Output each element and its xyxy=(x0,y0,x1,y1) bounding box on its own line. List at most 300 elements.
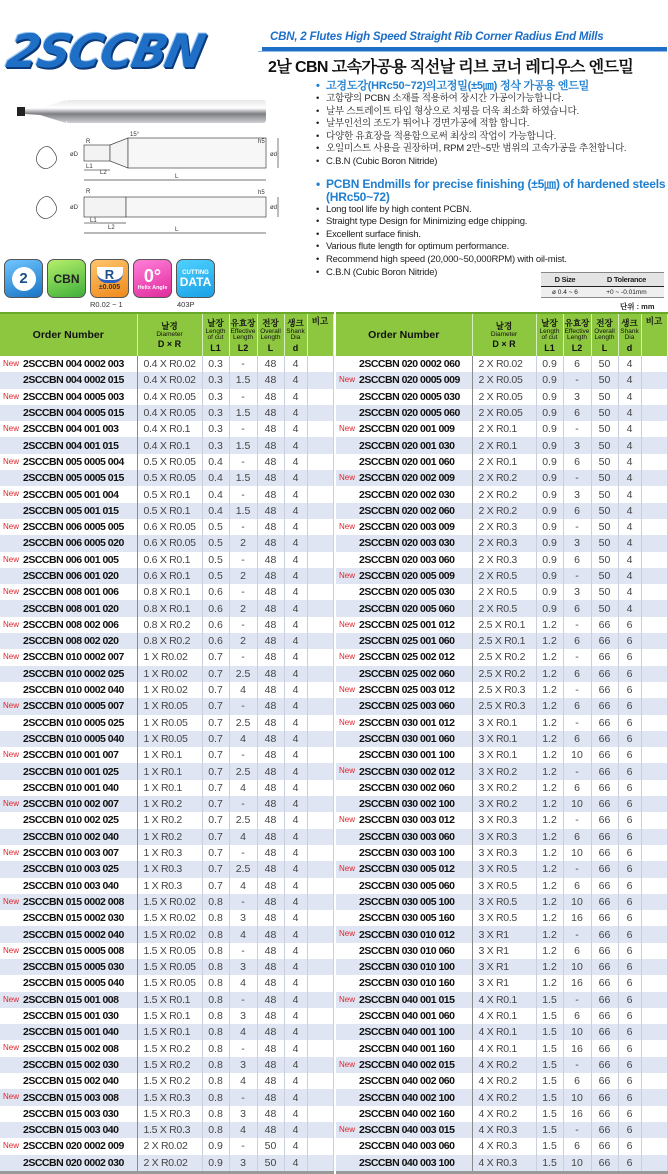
order-number: 2SCCBN 025 003 012 xyxy=(359,684,455,697)
table-row xyxy=(336,552,667,568)
table-row xyxy=(336,1138,667,1154)
order-number: 2SCCBN 020 0005 030 xyxy=(359,390,460,403)
effective-length-cell: - xyxy=(563,812,591,828)
feature-title-en: • PCBN Endmills for precise finishing (±5㎛) of hardened steels (HRc50~72) xyxy=(316,178,666,204)
table-row xyxy=(0,731,333,747)
shank-dia-cell: 4 xyxy=(284,584,307,600)
diameter-cell: 4 X R0.2 xyxy=(472,1057,536,1073)
table-row xyxy=(0,535,333,551)
shank-dia-cell: 4 xyxy=(284,421,307,437)
diameter-cell: 1.5 X R0.3 xyxy=(137,1122,202,1138)
table-row xyxy=(0,959,333,975)
effective-length-cell: 3 xyxy=(229,1008,257,1024)
order-number-cell xyxy=(0,698,137,714)
length-of-cut-cell: 0.7 xyxy=(202,715,229,731)
order-number-cell xyxy=(0,519,137,535)
table-row xyxy=(336,829,667,845)
order-number: 2SCCBN 030 002 100 xyxy=(359,798,455,811)
order-number: 2SCCBN 010 002 007 xyxy=(23,798,119,811)
order-number-cell xyxy=(336,992,472,1008)
order-number: 2SCCBN 040 002 060 xyxy=(359,1075,455,1088)
shank-dia-cell: 4 xyxy=(284,389,307,405)
order-number: 2SCCBN 030 003 060 xyxy=(359,830,455,843)
table-row xyxy=(336,926,667,942)
table-row xyxy=(0,1089,333,1105)
order-number-cell xyxy=(0,1040,137,1056)
table-row xyxy=(336,1089,667,1105)
effective-length-cell: 6 xyxy=(563,731,591,747)
shank-dia-cell: 4 xyxy=(284,470,307,486)
length-of-cut-cell: 0.8 xyxy=(202,975,229,991)
overall-length-cell: 48 xyxy=(257,389,284,405)
order-number-cell xyxy=(0,421,137,437)
order-number-cell xyxy=(336,617,472,633)
length-of-cut-cell: 0.9 xyxy=(536,519,563,535)
order-number: 2SCCBN 015 001 030 xyxy=(23,1010,119,1023)
diameter-cell: 4 X R0.3 xyxy=(472,1138,536,1154)
radius-badge xyxy=(90,259,129,298)
new-badge: New xyxy=(3,701,20,711)
order-number: 2SCCBN 040 001 100 xyxy=(359,1026,455,1039)
note-cell xyxy=(641,829,667,845)
note-cell xyxy=(307,535,333,551)
length-of-cut-cell: 0.9 xyxy=(536,437,563,453)
order-number-cell xyxy=(0,486,137,502)
length-of-cut-cell: 0.8 xyxy=(202,1106,229,1122)
shank-dia-cell: 6 xyxy=(618,1008,641,1024)
data-label: DATA xyxy=(179,274,212,289)
shank-dia-cell: 6 xyxy=(618,763,641,779)
label-l-2: L xyxy=(175,227,179,233)
diameter-cell: 0.6 X R0.05 xyxy=(137,535,202,551)
effective-length-cell: 2 xyxy=(229,535,257,551)
table-row xyxy=(336,894,667,910)
effective-length-cell: 2.5 xyxy=(229,666,257,682)
effective-length-cell: - xyxy=(229,796,257,812)
cutting-data-page: 403P xyxy=(177,300,195,309)
order-number-cell xyxy=(336,372,472,388)
order-number: 2SCCBN 010 003 025 xyxy=(23,863,119,876)
shank-dia-cell: 4 xyxy=(284,649,307,665)
order-number-cell xyxy=(0,829,137,845)
shank-dia-cell: 4 xyxy=(284,454,307,470)
overall-length-cell: 48 xyxy=(257,959,284,975)
diameter-cell: 2 X R0.1 xyxy=(472,437,536,453)
length-of-cut-cell: 0.9 xyxy=(536,584,563,600)
col-order-number: Order Number xyxy=(336,313,472,356)
table-row xyxy=(0,1155,333,1173)
length-of-cut-cell: 0.7 xyxy=(202,829,229,845)
order-number: 2SCCBN 040 002 100 xyxy=(359,1091,455,1104)
note-cell xyxy=(641,486,667,502)
effective-length-cell: 3 xyxy=(563,389,591,405)
length-of-cut-cell: 1.2 xyxy=(536,943,563,959)
effective-length-cell: 3 xyxy=(229,1155,257,1173)
effective-length-cell: 6 xyxy=(563,666,591,682)
overall-length-cell: 66 xyxy=(591,1008,618,1024)
effective-length-cell: 2 xyxy=(229,600,257,616)
note-cell xyxy=(641,568,667,584)
length-of-cut-cell: 1.2 xyxy=(536,682,563,698)
order-number: 2SCCBN 020 002 060 xyxy=(359,504,455,517)
effective-length-cell: - xyxy=(229,649,257,665)
shank-dia-cell: 6 xyxy=(618,780,641,796)
feature-title-kr: • 고경도강(HRc50~72)의고정밀(±5㎛) 정삭 가공용 엔드밀 xyxy=(316,80,666,93)
note-cell xyxy=(641,992,667,1008)
shank-dia-cell: 4 xyxy=(284,715,307,731)
label-l: L xyxy=(175,174,179,180)
order-number-cell xyxy=(336,584,472,600)
shank-dia-cell: 4 xyxy=(284,372,307,388)
table-row xyxy=(0,943,333,959)
length-of-cut-cell: 0.9 xyxy=(202,1155,229,1173)
length-of-cut-cell: 0.7 xyxy=(202,845,229,861)
order-number: 2SCCBN 015 0002 008 xyxy=(23,895,124,908)
diameter-cell: 4 X R0.1 xyxy=(472,1008,536,1024)
table-row xyxy=(336,486,667,502)
note-cell xyxy=(307,633,333,649)
overall-length-cell: 66 xyxy=(591,649,618,665)
overall-length-cell: 48 xyxy=(257,1057,284,1073)
order-number-cell xyxy=(0,1024,137,1040)
order-number-cell xyxy=(0,1008,137,1024)
note-cell xyxy=(307,1155,333,1173)
overall-length-cell: 66 xyxy=(591,1024,618,1040)
shank-dia-cell: 4 xyxy=(284,633,307,649)
effective-length-cell: 2 xyxy=(229,633,257,649)
overall-length-cell: 48 xyxy=(257,519,284,535)
overall-length-cell: 66 xyxy=(591,617,618,633)
length-of-cut-cell: 0.7 xyxy=(202,666,229,682)
overall-length-cell: 66 xyxy=(591,812,618,828)
order-number: 2SCCBN 015 002 030 xyxy=(23,1058,119,1071)
overall-length-cell: 48 xyxy=(257,731,284,747)
effective-length-cell: 6 xyxy=(563,600,591,616)
order-number: 2SCCBN 004 0005 015 xyxy=(23,407,124,420)
tolerance-header-tol: D Tolerance xyxy=(589,273,664,287)
table-row xyxy=(0,437,333,453)
shank-dia-cell: 6 xyxy=(618,894,641,910)
note-cell xyxy=(307,878,333,894)
order-number-cell xyxy=(0,389,137,405)
note-cell xyxy=(307,568,333,584)
diameter-cell: 3 X R0.2 xyxy=(472,763,536,779)
diameter-cell: 2 X R0.02 xyxy=(137,1138,202,1154)
diameter-cell: 2 X R0.3 xyxy=(472,535,536,551)
effective-length-cell: - xyxy=(229,454,257,470)
overall-length-cell: 48 xyxy=(257,356,284,372)
length-of-cut-cell: 1.2 xyxy=(536,959,563,975)
effective-length-cell: 4 xyxy=(229,829,257,845)
table-row xyxy=(0,829,333,845)
length-of-cut-cell: 1.5 xyxy=(536,1106,563,1122)
order-number-cell xyxy=(336,437,472,453)
table-row xyxy=(336,437,667,453)
shank-dia-cell: 4 xyxy=(284,1138,307,1154)
order-number: 2SCCBN 020 005 030 xyxy=(359,586,455,599)
order-number: 2SCCBN 040 003 100 xyxy=(359,1156,455,1169)
shank-dia-cell: 4 xyxy=(284,959,307,975)
label-shank-2: ød xyxy=(270,205,278,211)
diameter-cell: 3 X R0.5 xyxy=(472,861,536,877)
length-of-cut-cell: 0.4 xyxy=(202,470,229,486)
feature-item-kr: • 날부 스트레이트 타입 형상으로 치핑을 더욱 최소화 하였습니다. xyxy=(316,106,666,119)
effective-length-cell: - xyxy=(563,992,591,1008)
table-row xyxy=(0,992,333,1008)
length-of-cut-cell: 1.2 xyxy=(536,649,563,665)
new-badge: New xyxy=(3,619,20,629)
effective-length-cell: 16 xyxy=(563,910,591,926)
overall-length-cell: 48 xyxy=(257,975,284,991)
shank-dia-cell: 4 xyxy=(284,992,307,1008)
order-number: 2SCCBN 030 010 100 xyxy=(359,961,455,974)
note-cell xyxy=(641,731,667,747)
col-effective-length: 유효장 Effective Length L2 xyxy=(563,313,591,356)
effective-length-cell: - xyxy=(229,992,257,1008)
note-cell xyxy=(307,780,333,796)
shank-dia-cell: 6 xyxy=(618,731,641,747)
overall-length-cell: 50 xyxy=(591,372,618,388)
shank-dia-cell: 4 xyxy=(284,926,307,942)
order-number: 2SCCBN 030 005 060 xyxy=(359,879,455,892)
order-number-cell xyxy=(0,584,137,600)
length-of-cut-cell: 0.5 xyxy=(202,552,229,568)
feature-item-en: • Recommend high speed (20,000~50,000RPM) with oil-mist. xyxy=(316,254,666,267)
length-of-cut-cell: 0.7 xyxy=(202,698,229,714)
length-of-cut-cell: 0.8 xyxy=(202,1008,229,1024)
order-number: 2SCCBN 004 0002 015 xyxy=(23,374,124,387)
new-badge: New xyxy=(3,1092,20,1102)
col-effective-length: 유효장 Effective Length L2 xyxy=(229,313,257,356)
overall-length-cell: 50 xyxy=(591,584,618,600)
overall-length-cell: 48 xyxy=(257,682,284,698)
note-cell xyxy=(641,682,667,698)
helix-label: Helix Angle xyxy=(137,284,168,291)
length-of-cut-cell: 0.8 xyxy=(202,992,229,1008)
length-of-cut-cell: 0.4 xyxy=(202,503,229,519)
length-of-cut-cell: 0.9 xyxy=(536,405,563,421)
overall-length-cell: 48 xyxy=(257,992,284,1008)
new-badge: New xyxy=(3,896,20,906)
table-row xyxy=(336,584,667,600)
shank-dia-cell: 6 xyxy=(618,666,641,682)
effective-length-cell: 10 xyxy=(563,1024,591,1040)
order-number: 2SCCBN 010 001 040 xyxy=(23,781,119,794)
effective-length-cell: 4 xyxy=(229,975,257,991)
diameter-cell: 1 X R0.02 xyxy=(137,682,202,698)
shank-dia-cell: 4 xyxy=(284,682,307,698)
order-number: 2SCCBN 010 002 025 xyxy=(23,814,119,827)
length-of-cut-cell: 1.2 xyxy=(536,747,563,763)
note-cell xyxy=(307,666,333,682)
order-number: 2SCCBN 020 001 009 xyxy=(359,423,455,436)
diameter-cell: 0.4 X R0.1 xyxy=(137,421,202,437)
order-number: 2SCCBN 040 001 060 xyxy=(359,1010,455,1023)
new-badge: New xyxy=(3,847,20,857)
note-cell xyxy=(307,682,333,698)
note-cell xyxy=(307,731,333,747)
table-row xyxy=(0,600,333,616)
overall-length-cell: 66 xyxy=(591,975,618,991)
order-number: 2SCCBN 015 001 040 xyxy=(23,1026,119,1039)
overall-length-cell: 50 xyxy=(591,405,618,421)
effective-length-cell: 6 xyxy=(563,503,591,519)
table-row xyxy=(336,975,667,991)
order-number-cell xyxy=(336,503,472,519)
table-row xyxy=(336,959,667,975)
overall-length-cell: 48 xyxy=(257,1106,284,1122)
order-number-cell xyxy=(0,894,137,910)
length-of-cut-cell: 0.8 xyxy=(202,1057,229,1073)
length-of-cut-cell: 1.5 xyxy=(536,1122,563,1138)
length-of-cut-cell: 0.9 xyxy=(536,356,563,372)
length-of-cut-cell: 1.2 xyxy=(536,666,563,682)
table-row xyxy=(336,666,667,682)
diameter-cell: 4 X R0.1 xyxy=(472,1040,536,1056)
tool-drawing xyxy=(0,80,300,250)
order-number: 2SCCBN 008 002 006 xyxy=(23,618,119,631)
order-number-cell xyxy=(0,1138,137,1154)
diameter-cell: 1 X R0.3 xyxy=(137,878,202,894)
table-row xyxy=(0,454,333,470)
new-badge: New xyxy=(3,554,20,564)
order-number: 2SCCBN 015 0005 030 xyxy=(23,961,124,974)
diameter-cell: 1 X R0.2 xyxy=(137,796,202,812)
table-row xyxy=(336,910,667,926)
effective-length-cell: 10 xyxy=(563,894,591,910)
shank-dia-cell: 6 xyxy=(618,829,641,845)
new-badge: New xyxy=(3,945,20,955)
order-number: 2SCCBN 004 001 015 xyxy=(23,439,119,452)
effective-length-cell: 10 xyxy=(563,959,591,975)
col-length-of-cut: 날장 Length of cut L1 xyxy=(202,313,229,356)
note-cell xyxy=(641,894,667,910)
order-number: 2SCCBN 004 0005 003 xyxy=(23,390,124,403)
diameter-cell: 0.6 X R0.1 xyxy=(137,552,202,568)
order-number-cell xyxy=(0,437,137,453)
overall-length-cell: 48 xyxy=(257,894,284,910)
diameter-cell: 0.8 X R0.1 xyxy=(137,584,202,600)
order-number: 2SCCBN 030 003 012 xyxy=(359,814,455,827)
note-cell xyxy=(641,389,667,405)
table-row xyxy=(0,405,333,421)
order-number-cell xyxy=(0,405,137,421)
diameter-cell: 1.5 X R0.3 xyxy=(137,1089,202,1105)
diameter-cell: 3 X R1 xyxy=(472,959,536,975)
order-number-cell xyxy=(0,666,137,682)
new-badge: New xyxy=(339,424,356,434)
shank-dia-cell: 6 xyxy=(618,715,641,731)
overall-length-cell: 48 xyxy=(257,666,284,682)
effective-length-cell: 3 xyxy=(229,910,257,926)
table-row xyxy=(336,633,667,649)
length-of-cut-cell: 0.6 xyxy=(202,617,229,633)
order-number: 2SCCBN 040 002 015 xyxy=(359,1058,455,1071)
new-badge: New xyxy=(339,1059,356,1069)
table-row xyxy=(336,389,667,405)
effective-length-cell: 4 xyxy=(229,926,257,942)
diameter-cell: 1.5 X R0.2 xyxy=(137,1073,202,1089)
diameter-cell: 3 X R0.3 xyxy=(472,829,536,845)
spec-badges xyxy=(4,259,215,298)
order-number: 2SCCBN 020 0005 060 xyxy=(359,407,460,420)
table-row xyxy=(0,1073,333,1089)
effective-length-cell: 6 xyxy=(563,1073,591,1089)
order-number: 2SCCBN 030 010 012 xyxy=(359,928,455,941)
order-number-cell xyxy=(0,747,137,763)
table-row xyxy=(0,780,333,796)
overall-length-cell: 48 xyxy=(257,470,284,486)
note-cell xyxy=(641,649,667,665)
flute-count-icon: 2 xyxy=(12,267,36,291)
effective-length-cell: - xyxy=(229,584,257,600)
feature-item-en: • C.B.N (Cubic Boron Nitride) xyxy=(316,267,666,280)
order-number-cell xyxy=(336,1024,472,1040)
overall-length-cell: 50 xyxy=(591,503,618,519)
order-number-cell xyxy=(0,649,137,665)
spec-table-left-body xyxy=(0,356,333,1172)
note-cell xyxy=(641,1106,667,1122)
effective-length-cell: - xyxy=(563,861,591,877)
length-of-cut-cell: 1.2 xyxy=(536,975,563,991)
order-number-cell xyxy=(0,633,137,649)
note-cell xyxy=(307,372,333,388)
order-number-cell xyxy=(336,389,472,405)
length-of-cut-cell: 1.2 xyxy=(536,731,563,747)
order-number-cell xyxy=(0,926,137,942)
order-number-cell xyxy=(0,1106,137,1122)
effective-length-cell: - xyxy=(563,1057,591,1073)
note-cell xyxy=(307,1089,333,1105)
note-cell xyxy=(641,796,667,812)
note-cell xyxy=(307,698,333,714)
cutting-data-badge[interactable] xyxy=(176,259,215,298)
order-number: 2SCCBN 025 001 012 xyxy=(359,618,455,631)
length-of-cut-cell: 1.2 xyxy=(536,878,563,894)
overall-length-cell: 66 xyxy=(591,845,618,861)
length-of-cut-cell: 0.7 xyxy=(202,747,229,763)
shank-dia-cell: 6 xyxy=(618,943,641,959)
order-number-cell xyxy=(0,975,137,991)
effective-length-cell: - xyxy=(563,372,591,388)
order-number-cell xyxy=(0,617,137,633)
flutes-badge xyxy=(4,259,43,298)
note-cell xyxy=(307,600,333,616)
length-of-cut-cell: 1.5 xyxy=(536,1089,563,1105)
overall-length-cell: 48 xyxy=(257,421,284,437)
overall-length-cell: 48 xyxy=(257,486,284,502)
shank-dia-cell: 4 xyxy=(284,568,307,584)
overall-length-cell: 66 xyxy=(591,1106,618,1122)
note-cell xyxy=(307,747,333,763)
diameter-cell: 2 X R0.3 xyxy=(472,519,536,535)
new-badge: New xyxy=(339,684,356,694)
order-number: 2SCCBN 030 001 012 xyxy=(359,716,455,729)
overall-length-cell: 48 xyxy=(257,1089,284,1105)
cutting-label: CUTTING xyxy=(182,269,209,276)
order-number-cell xyxy=(336,405,472,421)
order-number: 2SCCBN 010 001 007 xyxy=(23,749,119,762)
overall-length-cell: 48 xyxy=(257,1040,284,1056)
order-number-cell xyxy=(0,959,137,975)
diameter-cell: 1.5 X R0.1 xyxy=(137,1008,202,1024)
subtitle-korean: 2날 CBN 고속가공용 직선날 리브 코너 레디우스 엔드밀 xyxy=(268,59,634,76)
diameter-cell: 1.5 X R0.02 xyxy=(137,894,202,910)
overall-length-cell: 50 xyxy=(591,421,618,437)
table-row xyxy=(0,878,333,894)
order-number: 2SCCBN 030 005 160 xyxy=(359,912,455,925)
diameter-cell: 2 X R0.02 xyxy=(472,356,536,372)
